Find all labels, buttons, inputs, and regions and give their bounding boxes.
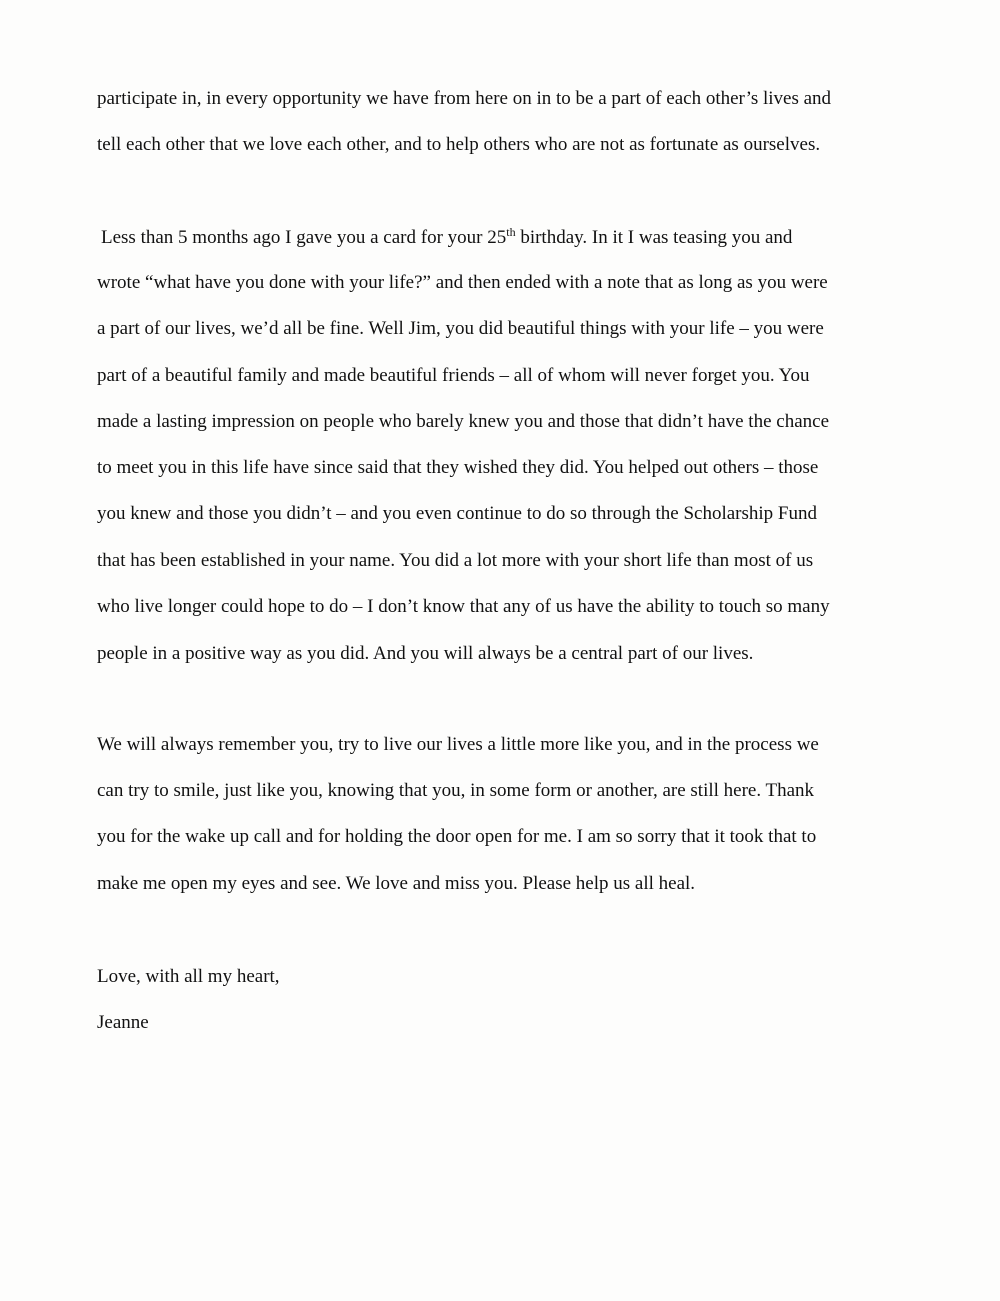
text-segment: birthday. In it I was teasing you and <box>515 227 793 248</box>
text-line: to meet you in this life have since said that they wished they did. You helped out others – those <box>97 457 819 478</box>
text-line: can try to smile, just like you, knowing that you, in some form or another, are still here. Thank <box>97 780 815 801</box>
text-line: you for the wake up call and for holding the door open for me. I am so sorry that it took that to <box>97 826 817 847</box>
text-line <box>101 227 792 249</box>
text-line: you knew and those you didn’t – and you even continue to do so through the Scholarship Fund <box>97 503 817 524</box>
text-line: tell each other that we love each other, and to help others who are not as fortunate as ourselves. <box>97 134 821 155</box>
text-line: wrote “what have you done with your life?” and then ended with a note that as long as you were <box>97 272 828 293</box>
text-line: a part of our lives, we’d all be fine. Well Jim, you did beautiful things with your life – you were <box>97 318 824 339</box>
text-line: who live longer could hope to do – I don’t know that any of us have the ability to touch so many <box>97 596 830 617</box>
closing-line: Love, with all my heart, <box>97 966 280 987</box>
text-line: participate in, in every opportunity we have from here on in to be a part of each other’s lives and <box>97 88 832 109</box>
text-line: We will always remember you, try to live our lives a little more like you, and in the process we <box>97 734 819 755</box>
text-line: that has been established in your name. You did a lot more with your short life than most of us <box>97 550 814 571</box>
text-line: part of a beautiful family and made beautiful friends – all of whom will never forget you. You <box>97 365 810 386</box>
text-line: make me open my eyes and see. We love and miss you. Please help us all heal. <box>97 873 696 894</box>
text-segment: Less than 5 months ago I gave you a card for your 25 <box>101 227 507 248</box>
signature: Jeanne <box>97 1012 149 1033</box>
text-line: made a lasting impression on people who barely knew you and those that didn’t have the chance <box>97 411 830 432</box>
text-line: people in a positive way as you did. And you will always be a central part of our lives. <box>97 643 754 664</box>
ordinal-superscript: th <box>506 225 516 239</box>
